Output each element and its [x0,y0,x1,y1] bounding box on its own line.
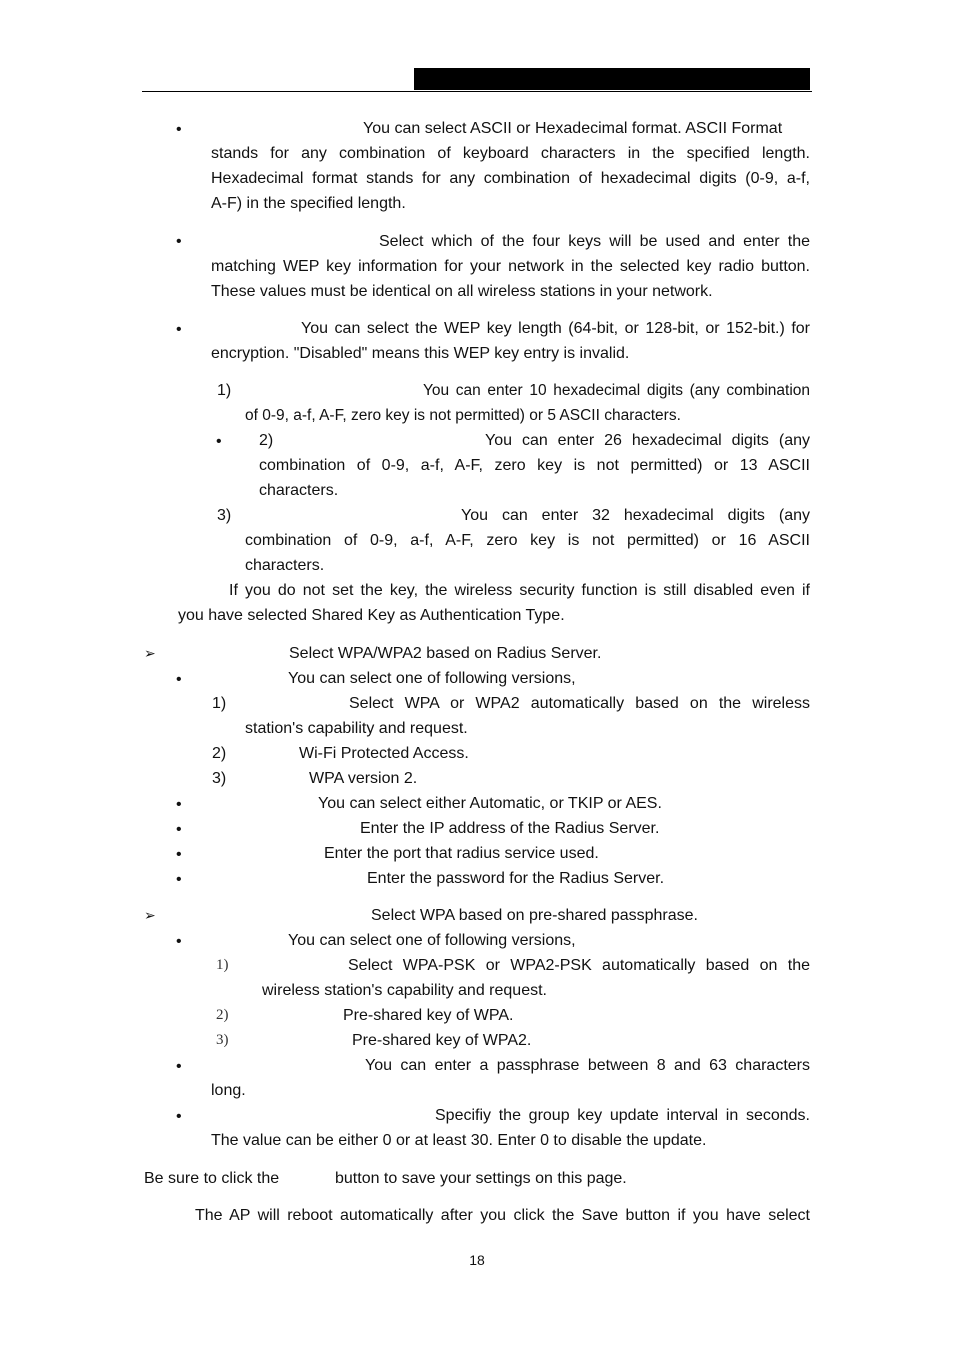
len1-desc-line2: of 0-9, a-f, A-F, zero key is not permitted) or 5 ASCII characters. [245,407,681,424]
bullet-passphrase: • [176,1058,182,1075]
len2-number: 2) [259,432,274,449]
wpa-v1-number: 1) [212,695,227,712]
psk-v2-desc: Pre-shared key of WPA. [343,1007,514,1024]
bullet-radius-password: • [176,871,182,888]
radius-ip-desc: Enter the IP address of the Radius Server. [360,820,660,837]
bullet-group-key: • [176,1108,182,1125]
len1-number: 1) [217,382,232,399]
page-number: 18 [469,1252,485,1268]
bullet-key-type: • [176,321,182,338]
len3-desc-line1: You can enter 32 hexadecimal digits (any [461,507,810,524]
bullet-len2: • [216,433,222,450]
note-line1: If you do not set the key, the wireless security function is still disabled even if [229,582,810,599]
key-select-desc-line1: Select which of the four keys will be used and enter the [379,233,810,250]
bullet-key-select: • [176,233,182,250]
wpa-v2-desc: Wi-Fi Protected Access. [299,745,469,762]
psk-v2-number: 2) [216,1007,229,1023]
len3-desc-line3: characters. [245,557,325,574]
psk-version-desc: You can select one of following versions, [288,932,576,949]
key-format-desc-line3: Hexadecimal format stands for any combination of hexadecimal digits (0-9, a-f, [211,170,810,187]
header-bar [414,68,810,90]
bullet-wpa-version: • [176,671,182,688]
reboot-note: The AP will reboot automatically after you click the Save button if you have select [195,1207,810,1224]
group-key-desc-line1: Specifiy the group key update interval in seconds. [435,1107,810,1124]
note-line2: you have selected Shared Key as Authentication Type. [178,607,565,624]
key-select-desc-line3: These values must be identical on all wireless stations in your network. [211,283,713,300]
save-instruction-before: Be sure to click the [144,1170,280,1187]
passphrase-desc-line2: long. [211,1082,246,1099]
bullet-psk-version: • [176,933,182,950]
arrow-wpa: ➢ [144,645,156,661]
save-instruction-after: button to save your settings on this page. [335,1170,627,1187]
psk-intro: Select WPA based on pre-shared passphrase. [371,907,698,924]
len2-desc-line2: combination of 0-9, a-f, A-F, zero key is not permitted) or 13 ASCII [259,457,810,474]
group-key-desc-line2: The value can be either 0 or at least 30. Enter 0 to disable the update. [211,1132,707,1149]
wpa-v1-desc-line1: Select WPA or WPA2 automatically based on the wireless [349,695,810,712]
wpa-v1-desc-line2: station's capability and request. [245,720,468,737]
wpa-v2-number: 2) [212,745,227,762]
key-type-desc-line2: encryption. "Disabled" means this WEP key entry is invalid. [211,345,630,362]
key-format-desc-line4: A-F) in the specified length. [211,195,406,212]
bullet-radius-port: • [176,846,182,863]
arrow-psk: ➢ [144,907,156,923]
wpa-version-desc: You can select one of following versions, [288,670,576,687]
wpa-v3-number: 3) [212,770,227,787]
psk-v3-desc: Pre-shared key of WPA2. [352,1032,532,1049]
key-format-desc-line2: stands for any combination of keyboard characters in the specified length. [211,145,810,162]
psk-v3-number: 3) [216,1032,229,1048]
len1-desc-line1: You can enter 10 hexadecimal digits (any combination [423,382,810,399]
radius-password-desc: Enter the password for the Radius Server. [367,870,665,887]
wpa-intro: Select WPA/WPA2 based on Radius Server. [289,645,602,662]
len2-desc-line1: You can enter 26 hexadecimal digits (any [485,432,810,449]
psk-v1-desc-line1: Select WPA-PSK or WPA2-PSK automatically based on the [348,957,810,974]
bullet-radius-ip: • [176,821,182,838]
len2-desc-line3: characters. [259,482,339,499]
passphrase-desc-line1: You can enter a passphrase between 8 and 63 characters [365,1057,810,1074]
wpa-encryption-desc: You can select either Automatic, or TKIP or AES. [318,795,662,812]
psk-v1-desc-line2: wireless station's capability and request. [262,982,547,999]
len3-number: 3) [217,507,232,524]
len3-desc-line2: combination of 0-9, a-f, A-F, zero key is not permitted) or 16 ASCII [245,532,810,549]
bullet-key-format: • [176,121,182,138]
wpa-v3-desc: WPA version 2. [309,770,418,787]
radius-port-desc: Enter the port that radius service used. [324,845,599,862]
key-type-desc-line1: You can select the WEP key length (64-bit, or 128-bit, or 152-bit.) for [301,320,810,337]
psk-v1-number: 1) [216,957,229,973]
key-select-desc-line2: matching WEP key information for your network in the selected key radio button. [211,258,810,275]
header-rule [142,91,812,92]
key-format-desc-line1: You can select ASCII or Hexadecimal format. ASCII Format [363,120,783,137]
bullet-wpa-encryption: • [176,796,182,813]
